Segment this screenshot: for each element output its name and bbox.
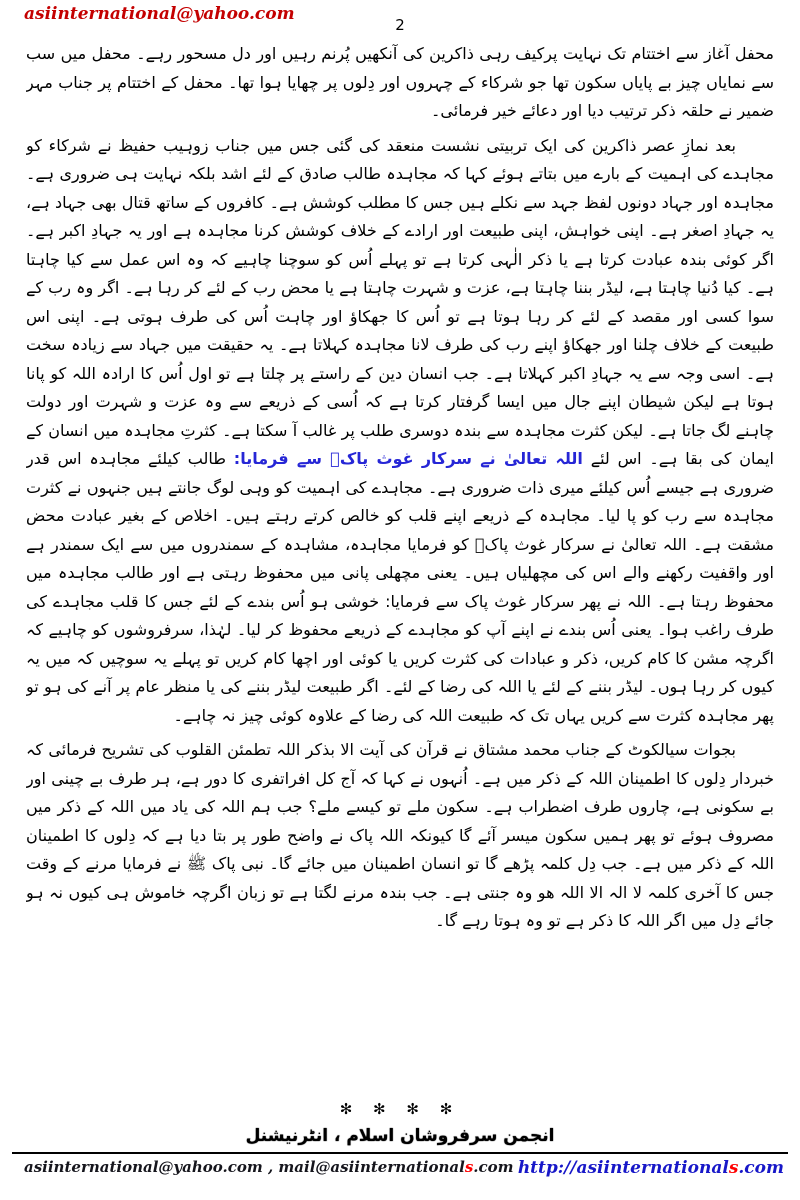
paragraph-1: محفل آغاز سے اختتام تک نہایت پرکیف رہی ذاکرین کی آنکھیں پُرنم رہیں اور دل مسحور رہے۔ محفل میں سب سے نمایاں چیز بے پایاں سکون تھا جو شرکاء کے چہروں اور دِلوں پر چھایا ہوا تھا۔ محفل کے اختتام پر جناب مہر ضمیر نے حلقہ ذکر ترتیب دیا اور دعائے خیر فرمائی۔	[26, 44, 774, 120]
footer-email-1-link[interactable]: asiinternational@yahoo.com	[24, 1158, 263, 1176]
ornament-stars: ✻ ✻ ✻ ✻	[339, 1100, 461, 1118]
paragraph-3: بجوات سیالکوٹ کے جناب محمد مشتاق نے قرآن کی آیت الا بذکر اللہ تطمئن القلوب کی تشریح فرمائی کہ خبردار دِلوں کا اطمینان اللہ کے ذکر میں ہے۔ اُنہوں نے کہا کہ آج کل افراتفری کا دور ہے، ہر طرف بے چینی اور بے سکونی ہے، چاروں طرف اضطراب ہے۔ سکون ملے تو کیسے ملے؟ جب ہم اللہ کی یاد میں اللہ کے ذکر میں مصروف ہوئے تو پھر ہمیں سکون میسر آئے گا کیونکہ اللہ پاک نے واضح طور پر بتا دیا ہے کہ دِلوں کا اطمینان اللہ کے ذکر میں ہے۔ جب دِل کلمہ پڑھے گا تو انسان اطمینان میں جائے گا۔ نبی پاک ﷺ نے فرمایا مرنے کے وقت جس کا آخری کلمہ لا الہ الا اللہ ھو وہ جنتی ہے۔ جب بندہ مرنے لگتا ہے تو زبان اگرچہ خاموش ہی کیوں نہ ہو جائے دِل میں اگر اللہ کا ذکر ہے تو وہ ہوتا رہے گا۔	[26, 740, 774, 930]
footer-email-2-link[interactable]	[278, 1158, 513, 1176]
footer-email-separator: ,	[262, 1158, 279, 1176]
footer-emails	[24, 1158, 514, 1176]
footer-email-2-red-s: s	[464, 1158, 474, 1176]
page-header	[0, 0, 800, 36]
page-number: 2	[395, 16, 405, 34]
footer-url-red-s: s	[728, 1158, 739, 1178]
paragraph-2-text-after: طالب کیلئے مجاہدہ اس قدر ضروری ہے جیسے اُس کیلئے میری ذات ضروری ہے۔ مجاہدے کی اہمیت کو وہی لوگ جانتے ہیں جنہوں نے کثرت مجاہدہ سے رب کو پا لیا۔ مجاہدہ کے ذریعے اپنے قلب کو خالص کرتے رہتے ہیں۔ اخلاص کے بغیر عبادت محض مشقت ہے۔ اللہ تعالیٰ نے سرکار غوث پاکؓ کو فرمایا مجاہدہ، مشاہدہ کے سمندروں میں سے ایک سمندر ہے اور واقفیت رکھنے والے اس کی مچھلیاں ہیں۔ یعنی مچھلی پانی میں محفوظ رہتی ہے اور طالب مجاہدہ میں محفوظ رہتا ہے۔ اللہ نے پھر سرکار غوث پاک سے فرمایا: خوشی ہو اُس بندے کے لئے جس کا قلب مجاہدے کی طرف راغب ہوا۔ یعنی اُس بندے نے اپنے آپ کو مجاہدے کے ذریعے محفوظ کر لیا۔ لہٰذا، سرفروشوں کو چاہیے کہ اگرچہ مشن کا کام کریں، ذکر و عبادات کی کثرت کریں یا کوئی اور اچھا کام کریں تو پہلے یہ سوچیں کہ میں یہ کیوں کر رہا ہوں۔ لیڈر بننے کے لئے یا اللہ کی رضا کے لئے۔ اگر طبیعت لیڈر بننے کی یا منظر عام پر آنے کی ہو تو پھر مجاہدہ کثرت سے کریں یہاں تک کہ طبیعت اللہ کی رضا کے علاوہ کوئی چیز نہ چاہے۔	[26, 449, 774, 725]
footer-email-2-suffix: .com	[473, 1158, 514, 1176]
document-body	[26, 40, 774, 1096]
footer-url-prefix: http://asiinternational	[517, 1158, 729, 1178]
paragraph-2-text-before: بعد نمازِ عصر ذاکرین کی ایک تربیتی نشست منعقد کی گئی جس میں جناب زوہیب حفیظ نے شرکاء کو مجاہدے کی اہمیت کے بارے میں بتاتے ہوئے کہا کہ مجاہدہ طالب صادق کے لئے اشد بلکہ نہایت ہی ضروری ہے۔ مجاہدہ اور جہاد دونوں لفظ جہد سے نکلے ہیں جس کا مطلب کوشش ہے۔ کافروں کے ساتھ قتال بھی جہاد ہے، یہ جہادِ اصغر ہے۔ اپنی خواہش، اپنی طبیعت اور ارادے کے خلاف کوشش کرنا مجاہدہ ہے اور یہ جہادِ اکبر ہے۔ اگر کوئی بندہ عبادت کرتا ہے یا ذکر الٰہی کرتا ہے تو پہلے اُس کو سوچنا چاہیے کہ وہ اس عمل سے کیا چاہتا ہے۔ کیا دُنیا چاہتا ہے، لیڈر بننا چاہتا ہے، عزت و شہرت چاہتا ہے یا محض رب کے لئے کر رہا ہے۔ اگر وہ رب کے سوا کسی اور مقصد کے لئے کر رہا ہوتا ہے تو اُس کا جھکاؤ اور چاہت اُس کی طرف ہوتی ہے۔ اپنی اس طبیعت کے خلاف چلنا اور جھکاؤ اپنے رب کی طرف لانا مجاہدہ کہلاتا ہے۔ یہ حقیقت میں جہاد سے زیادہ سخت ہے۔ اسی وجہ سے یہ جہادِ اکبر کہلاتا ہے۔ جب انسان دین کے راستے پر چلتا ہے تو اول اُس کا ارادہ اللہ کو پانا ہوتا ہے لیکن شیطان اپنے جال میں ایسا گرفتار کرتا ہے کہ اُسی کے ذریعے سے وہ عزت و شہرت اور دولت چاہنے لگ جاتا ہے۔ لیکن کثرت مجاہدہ سے بندہ دوسری طلب پر غالب آ سکتا ہے۔ کثرتِ مجاہدہ میں انسان کے ایمان کی بقا ہے۔ اس لئے	[26, 135, 774, 468]
paragraph-2-highlight-quote: اللہ تعالیٰ نے سرکار غوث پاکؓ سے فرمایا:	[233, 449, 583, 468]
footer	[24, 1158, 784, 1178]
organization-name: انجمن سرفروشان اسلام ، انٹرنیشنل	[245, 1126, 555, 1146]
footer-url-link[interactable]	[518, 1158, 784, 1178]
paragraph-2	[26, 132, 774, 731]
header-email-link[interactable]: asiinternational@yahoo.com	[24, 4, 295, 24]
footer-divider	[12, 1152, 788, 1154]
footer-url-suffix: .com	[738, 1158, 784, 1178]
footer-email-2-prefix: mail@asiinternational	[278, 1158, 465, 1176]
